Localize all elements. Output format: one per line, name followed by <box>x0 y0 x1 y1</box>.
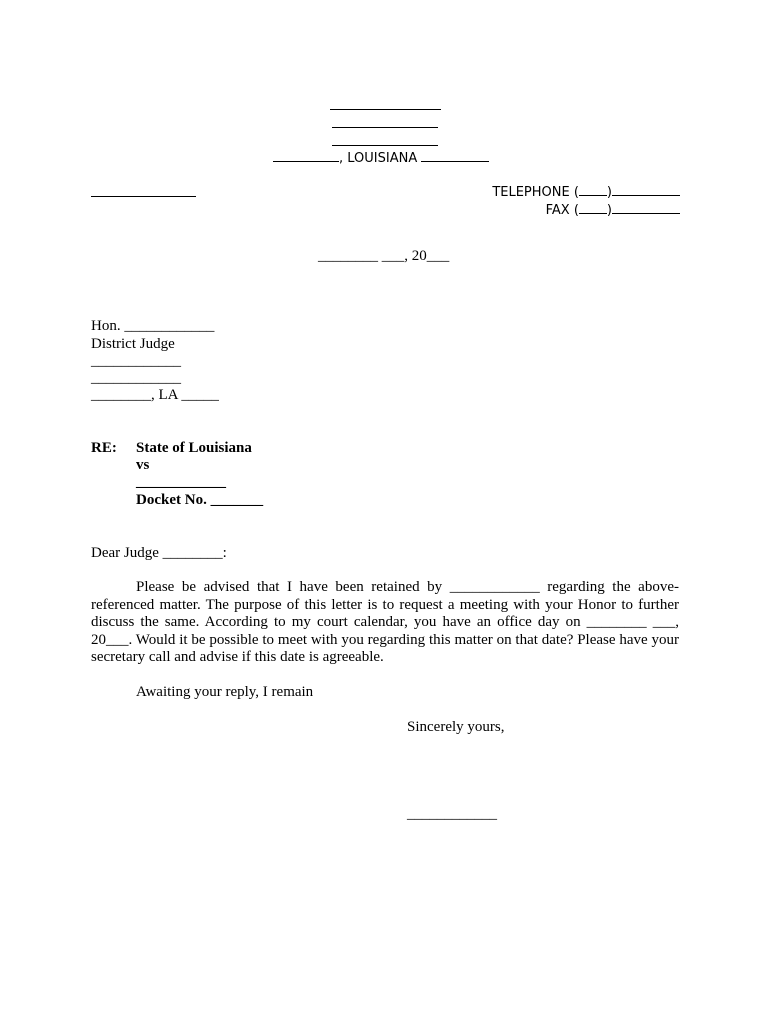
signature-line: ____________ <box>407 806 497 822</box>
recipient-address-2: ____________ <box>91 370 181 386</box>
fax-line: FAX ( ) <box>546 199 680 218</box>
re-label: RE: <box>91 440 117 456</box>
letterhead-line-3 <box>332 145 438 146</box>
letterhead-state: , LOUISIANA <box>339 151 418 166</box>
letterhead-line-2 <box>332 127 438 128</box>
telephone-line: TELEPHONE ( ) <box>492 181 680 200</box>
telephone-label: TELEPHONE ( <box>492 185 579 200</box>
re-case-line-3: ____________ <box>136 474 226 490</box>
sender-name-line <box>91 196 196 197</box>
body-paragraph-1: Please be advised that I have been retained by ____________ regarding the above-referenced matter. The purpose of this letter is to request a meeting with your Honor to further discuss the same. According to my court calendar, you have an office day on ________ ___, 20___. Would it be possible to meet with you regarding this matter on that date? Please have your secretary call and advise if this date is agreeable. <box>91 579 679 665</box>
re-case-line-2: vs <box>136 457 150 473</box>
letterhead-city-line <box>273 147 489 166</box>
re-case-line-1: State of Louisiana <box>136 440 252 456</box>
re-docket: Docket No. _______ <box>136 492 264 508</box>
body-paragraph-2: Awaiting your reply, I remain <box>136 684 314 700</box>
letterhead-line-1 <box>330 109 441 110</box>
recipient-title: District Judge <box>91 336 175 352</box>
recipient-city-state: ________, LA _____ <box>91 387 219 403</box>
fax-label: FAX ( <box>545 203 579 218</box>
letter-date: ________ ___, 20___ <box>318 248 450 264</box>
recipient-hon: Hon. ____________ <box>91 318 215 334</box>
closing: Sincerely yours, <box>407 719 505 735</box>
salutation: Dear Judge ________: <box>91 545 227 561</box>
recipient-address-1: ____________ <box>91 353 181 369</box>
